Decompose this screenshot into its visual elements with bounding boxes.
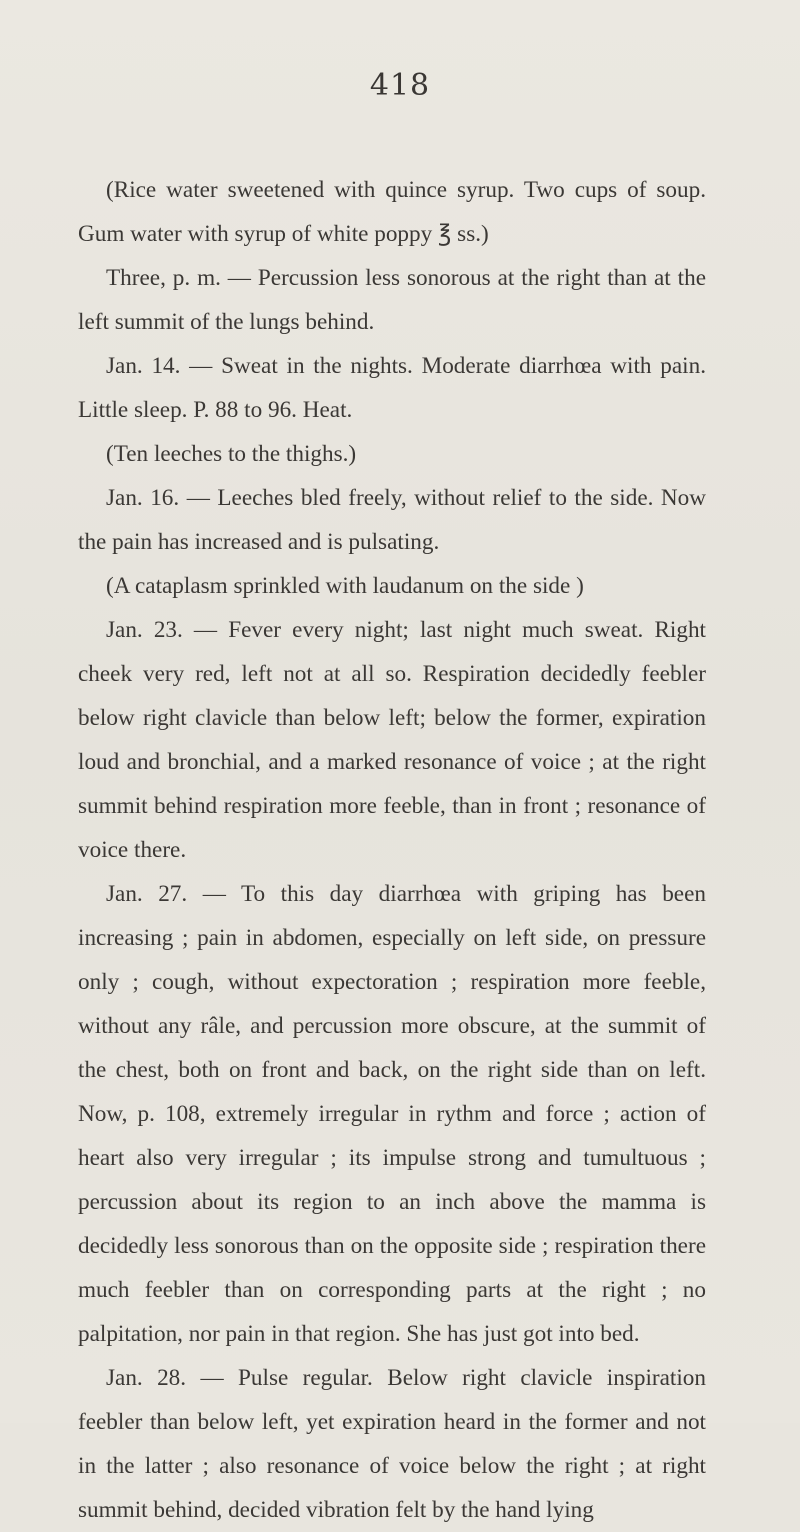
paragraph-ten-leeches: (Ten leeches to the thighs.) xyxy=(106,441,357,467)
paragraph-jan-14: Jan. 14. — Sweat in the nights. Moderate diarrhœa with pain. Little sleep. P. 88 to 96. Heat. xyxy=(78,353,706,423)
body-text xyxy=(78,168,706,1532)
paragraph-rice-water: (Rice water sweetened with quince syrup. Two cups of soup. Gum water with syrup of white poppy ℥ ss.) xyxy=(78,177,706,247)
paragraph-jan-23: Jan. 23. — Fever every night; last night much sweat. Right cheek very red, left not at all so. Respiration decidedly feebler below right clavicle than below left; below the former, expiration loud and bronchial, and a marked resonance of voice ; at the right summit behind respiration more feeble, than in front ; resonance of voice there. xyxy=(78,617,706,863)
paragraph-cataplasm: (A cataplasm sprinkled with laudanum on the side ) xyxy=(106,573,584,599)
paragraph-jan-28: Jan. 28. — Pulse regular. Below right clavicle inspiration feebler than below left, yet expiration heard in the former and not in the latter ; also resonance of voice below the right ; at right summit behind, decided vibration felt by the hand lying xyxy=(78,1365,706,1523)
paragraph-jan-27: Jan. 27. — To this day diarrhœa with griping has been increasing ; pain in abdomen, especially on left side, on pressure only ; cough, without expectoration ; respiration more feeble, without any râle, and percussion more obscure, at the summit of the chest, both on front and back, on the right side than on left. Now, p. 108, extremely irregular in rythm and force ; action of heart also very irregular ; its impulse strong and tumultuous ; percussion about its region to an inch above the mamma is decidedly less sonorous than on the opposite side ; respiration there much feebler than on corresponding parts at the right ; no palpitation, nor pain in that region. She has just got into bed. xyxy=(78,881,706,1347)
paragraph-jan-16: Jan. 16. — Leeches bled freely, without relief to the side. Now the pain has increased and is pulsating. xyxy=(78,485,706,555)
paragraph-three-pm: Three, p. m. — Percussion less sonorous at the right than at the left summit of the lungs behind. xyxy=(78,265,706,335)
page-number: 418 xyxy=(369,68,431,103)
